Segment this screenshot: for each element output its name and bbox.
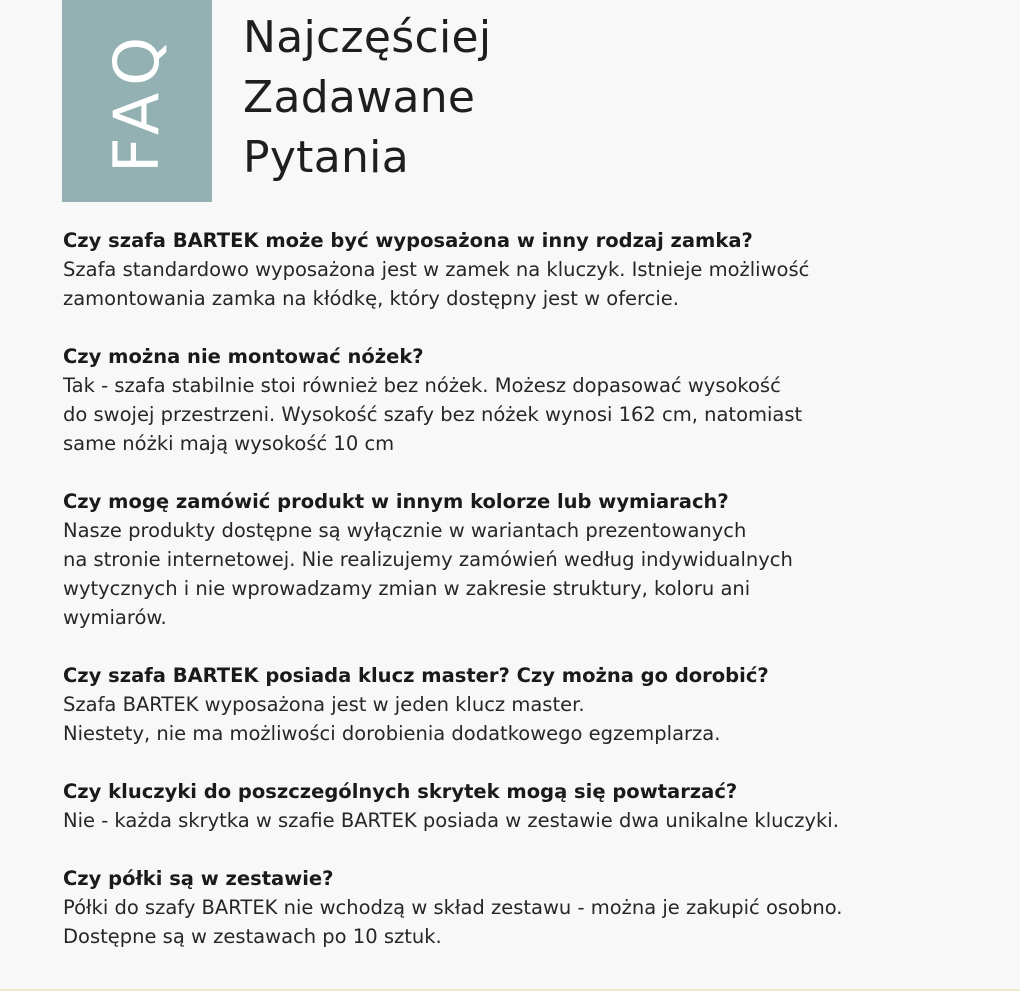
faq-answer-line: Półki do szafy BARTEK nie wchodzą w skład zestawu - można je zakupić osobno.	[63, 896, 843, 919]
faq-answer-line: Nie - każda skrytka w szafie BARTEK posiada w zestawie dwa unikalne kluczyki.	[63, 809, 839, 832]
faq-answer-line: wytycznych i nie wprowadzamy zmian w zakresie struktury, koloru ani	[63, 577, 751, 600]
faq-answer	[63, 893, 1008, 951]
faq-item-master-key	[63, 661, 1008, 748]
faq-answer	[63, 690, 1008, 748]
faq-question: Czy szafa BARTEK może być wyposażona w inny rodzaj zamka?	[63, 229, 753, 252]
faq-item-legs	[63, 342, 1008, 458]
faq-answer	[63, 516, 1008, 632]
faq-answer-line: Dostępne są w zestawach po 10 sztuk.	[63, 925, 442, 948]
faq-item-color-size	[63, 487, 1008, 632]
faq-badge	[62, 0, 212, 202]
faq-list	[63, 226, 1008, 980]
faq-answer-line: na stronie internetowej. Nie realizujemy zamówień według indywidualnych	[63, 548, 793, 571]
faq-question: Czy półki są w zestawie?	[63, 867, 334, 890]
faq-badge-label: FAQ	[100, 28, 173, 174]
faq-answer	[63, 255, 1008, 313]
faq-question: Czy kluczyki do poszczególnych skrytek mogą się powtarzać?	[63, 780, 738, 803]
faq-answer-line: Szafa standardowo wyposażona jest w zamek na kluczyk. Istnieje możliwość	[63, 258, 810, 281]
faq-question: Czy szafa BARTEK posiada klucz master? Czy można go dorobić?	[63, 664, 769, 687]
faq-answer	[63, 806, 1008, 835]
faq-answer-line: Nasze produkty dostępne są wyłącznie w wariantach prezentowanych	[63, 519, 747, 542]
faq-answer-line: wymiarów.	[63, 606, 167, 629]
faq-item-lock	[63, 226, 1008, 313]
faq-item-keys-repeat	[63, 777, 1008, 835]
faq-question: Czy mogę zamówić produkt w innym kolorze lub wymiarach?	[63, 490, 729, 513]
faq-answer-line: do swojej przestrzeni. Wysokość szafy bez nóżek wynosi 162 cm, natomiast	[63, 403, 803, 426]
page-title-line: Zadawane	[243, 72, 476, 123]
faq-answer-line: Niestety, nie ma możliwości dorobienia dodatkowego egzemplarza.	[63, 722, 721, 745]
faq-answer-line: Szafa BARTEK wyposażona jest w jeden klucz master.	[63, 693, 585, 716]
page-title-line: Pytania	[243, 132, 409, 183]
faq-answer-line: Tak - szafa stabilnie stoi również bez nóżek. Możesz dopasować wysokość	[63, 374, 781, 397]
faq-question: Czy można nie montować nóżek?	[63, 345, 424, 368]
faq-answer	[63, 371, 1008, 458]
faq-answer-line: zamontowania zamka na kłódkę, który dostępny jest w ofercie.	[63, 287, 679, 310]
faq-item-shelves	[63, 864, 1008, 951]
faq-answer-line: same nóżki mają wysokość 10 cm	[63, 432, 395, 455]
page-title-line: Najczęściej	[243, 12, 492, 63]
page-title	[243, 8, 663, 188]
